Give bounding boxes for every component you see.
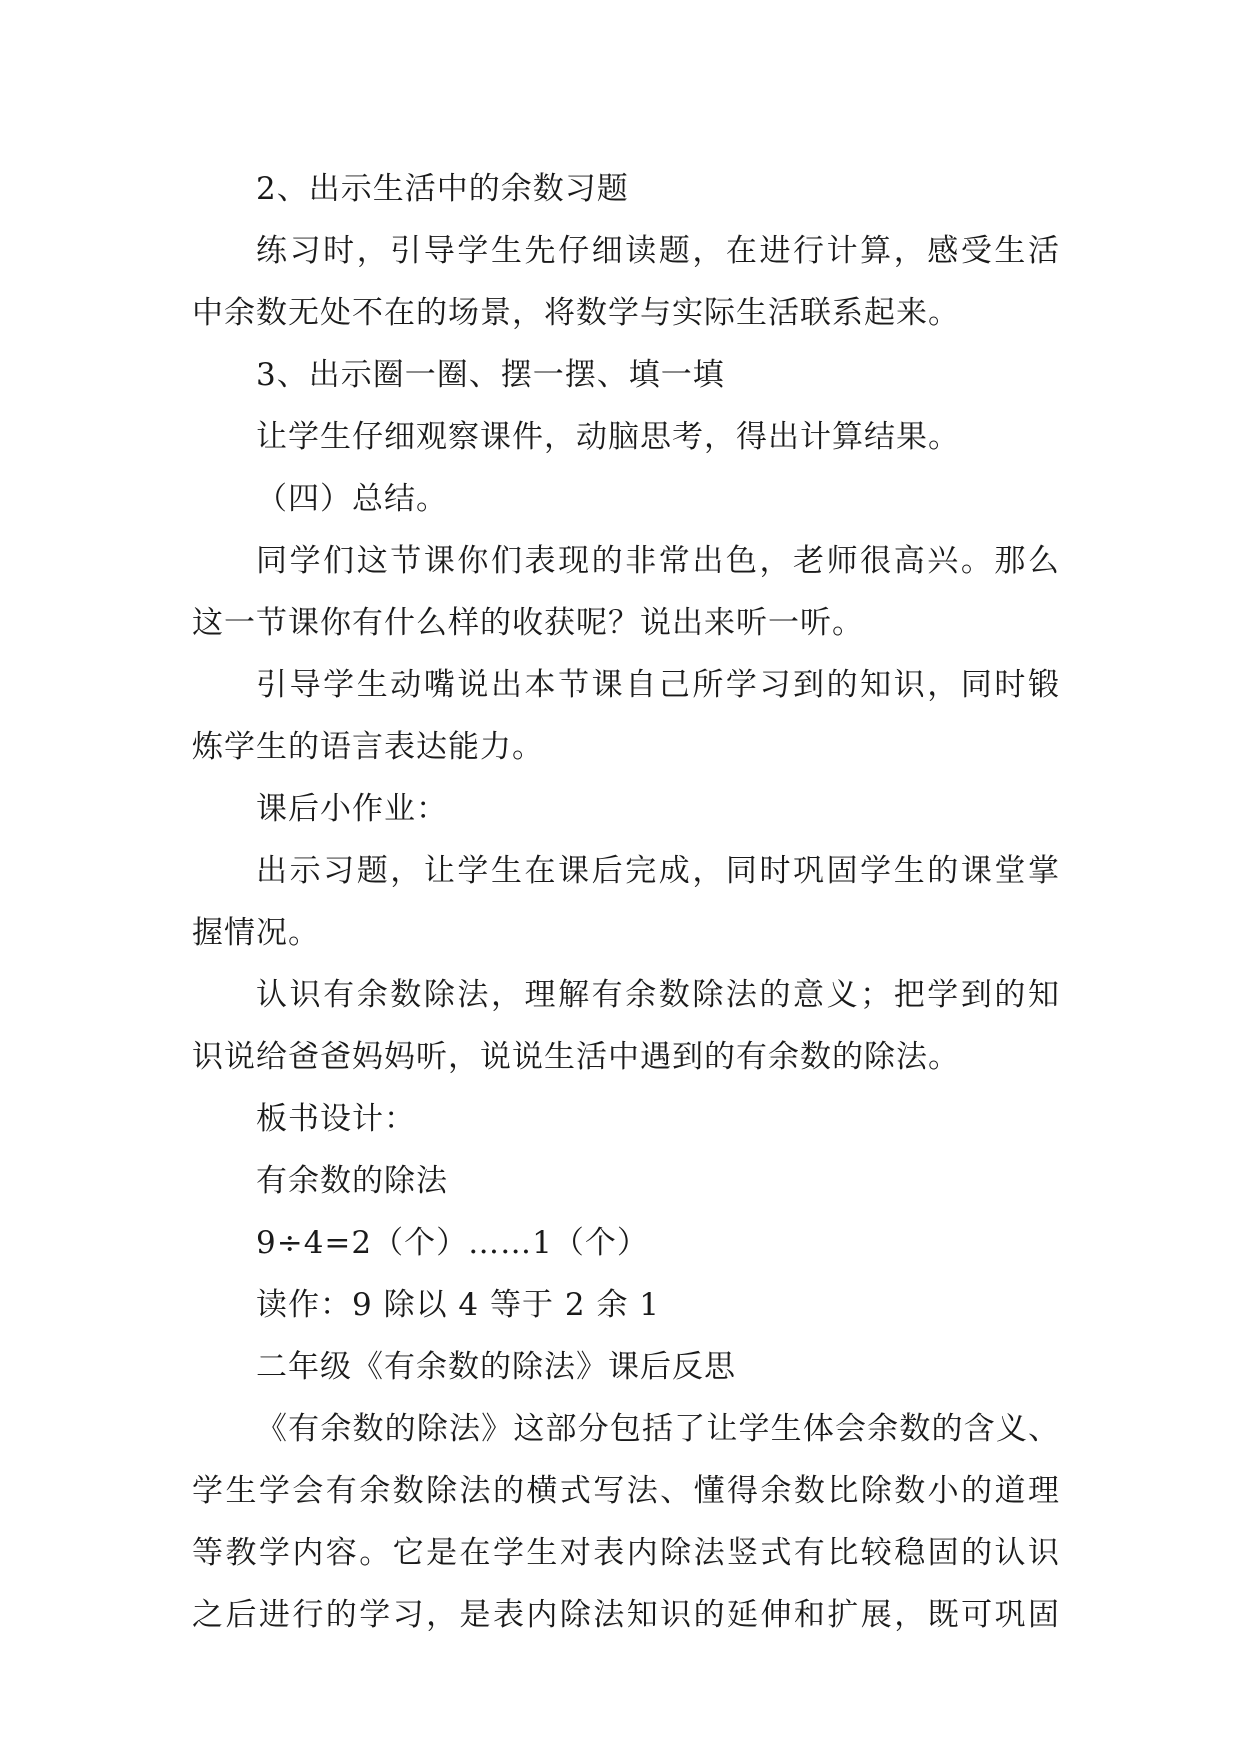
text-line: 引导学生动嘴说出本节课自己所学习到的知识，同时锻 (256, 667, 1060, 703)
text-line: 2、出示生活中的余数习题 (256, 171, 629, 207)
text-line: 读作：9 除以 4 等于 2 余 1 (256, 1287, 661, 1323)
text-line: 出示习题，让学生在课后完成，同时巩固学生的课堂掌 (256, 853, 1060, 889)
text-line: 之后进行的学习，是表内除法知识的延伸和扩展，既可巩固 (192, 1597, 1060, 1633)
text-line: 握情况。 (192, 915, 320, 951)
text-line: 让学生仔细观察课件，动脑思考，得出计算结果。 (256, 419, 960, 455)
text-line: 这一节课你有什么样的收获呢？说出来听一听。 (192, 605, 864, 641)
text-line: 板书设计： (256, 1101, 416, 1137)
text-line: 同学们这节课你们表现的非常出色，老师很高兴。那么 (256, 543, 1060, 579)
text-line: 等教学内容。它是在学生对表内除法竖式有比较稳固的认识 (192, 1535, 1060, 1571)
text-line: 《有余数的除法》这部分包括了让学生体会余数的含义、 (256, 1411, 1060, 1447)
text-line: 学生学会有余数除法的横式写法、懂得余数比除数小的道理 (192, 1473, 1060, 1509)
text-line: 中余数无处不在的场景，将数学与实际生活联系起来。 (192, 295, 960, 331)
text-line: 二年级《有余数的除法》课后反思 (256, 1349, 736, 1385)
text-line: （四）总结。 (256, 481, 448, 517)
text-line: 炼学生的语言表达能力。 (192, 729, 544, 765)
text-line: 识说给爸爸妈妈听，说说生活中遇到的有余数的除法。 (192, 1039, 960, 1075)
text-line: 练习时，引导学生先仔细读题，在进行计算，感受生活 (256, 233, 1060, 269)
text-line: 认识有余数除法，理解有余数除法的意义；把学到的知 (256, 977, 1060, 1013)
text-line: 有余数的除法 (256, 1163, 448, 1199)
text-line: 课后小作业： (256, 791, 448, 827)
text-line: 3、出示圈一圈、摆一摆、填一填 (256, 357, 725, 393)
document-body (192, 158, 1060, 1646)
text-line: 9÷4=2（个）……1（个） (256, 1225, 649, 1261)
